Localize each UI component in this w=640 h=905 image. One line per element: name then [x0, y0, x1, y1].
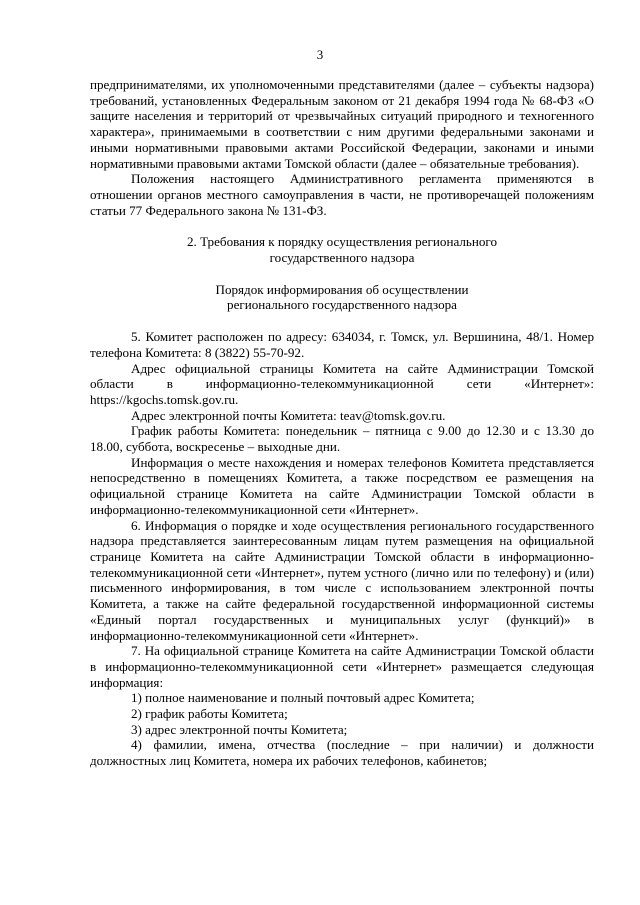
- page-number: 3: [316, 47, 324, 62]
- paragraph-location-info: Информация о месте нахождения и номерах телефонов Комитета представляется непосредственно в помещениях Комитета, а также посредством ее размещения на официальной странице Комитета на сайте Администрации Томской области в информационно-телекоммуникационной сети «Интернет».: [90, 454, 594, 517]
- section-heading-line-2: государственного надзора: [269, 250, 415, 266]
- list-item: 2) график работы Комитета;: [131, 706, 288, 722]
- paragraph-6-information: 6. Информация о порядке и ходе осуществления регионального государственного надзора представляется заинтересованным лицам путем размещения на официальной странице Комитета на сайте Администрации Томской области в информационно-телекоммуникационной сети «Интернет», путем устного (лично или по телефону) и (или) письменного информирования, в том числе с использованием электронной почты Комитета, а также на сайте федеральной государственной информационной системы «Единый портал государственных и муниципальных услуг (функций)» в информационно-телекоммуникационной сети «Интернет».: [90, 517, 594, 643]
- list-item: 4) фамилии, имена, отчества (последние – при наличии) и должности должностных лиц Комитета, номера их рабочих телефонов, кабинетов;: [90, 737, 594, 769]
- subheading-line-1: Порядок информирования об осуществлении: [215, 281, 469, 297]
- paragraph-7-website-info: 7. На официальной странице Комитета на сайте Администрации Томской области в информационно-телекоммуникационной сети «Интернет» размещается следующая информация:: [90, 643, 594, 690]
- document-body: [90, 77, 594, 769]
- list-item: 3) адрес электронной почты Комитета;: [131, 721, 348, 737]
- list-item: 1) полное наименование и полный почтовый адрес Комитета;: [131, 690, 475, 706]
- subheading-line-2: регионального государственного надзора: [227, 297, 457, 313]
- paragraph-continuation: предпринимателями, их уполномоченными представителями (далее – субъекты надзора) требований, установленных Федеральным законом от 21 декабря 1994 года № 68-ФЗ «О защите населения и территорий от чрезвычайных ситуаций природного и техногенного характера», принимаемыми в соответствии с ним другими федеральными законами и иными нормативными правовыми актами Российской Федерации, законами и иными нормативными правовыми актами Томской области (далее – обязательные требования).: [90, 77, 594, 171]
- paragraph-email: Адрес электронной почты Комитета: teav@tomsk.gov.ru.: [131, 407, 446, 423]
- paragraph-5-address: 5. Комитет расположен по адресу: 634034, г. Томск, ул. Вершинина, 48/1. Номер телефона Комитета: 8 (3822) 55-70-92.: [90, 329, 594, 360]
- paragraph-schedule: График работы Комитета: понедельник – пятница с 9.00 до 12.30 и с 13.30 до 18.00, суббота, воскресенье – выходные дни.: [90, 423, 594, 455]
- section-heading-line-1: 2. Требования к порядку осуществления регионального: [186, 234, 498, 250]
- paragraph-website: Адрес официальной страницы Комитета на сайте Администрации Томской области в информационно-телекоммуникационной сети «Интернет»: https://kgochs.tomsk.gov.ru.: [90, 360, 594, 407]
- paragraph-scope: Положения настоящего Административного регламента применяются в отношении органов местного самоуправления в части, не противоречащей положениям статьи 77 Федерального закона № 131-ФЗ.: [90, 171, 594, 218]
